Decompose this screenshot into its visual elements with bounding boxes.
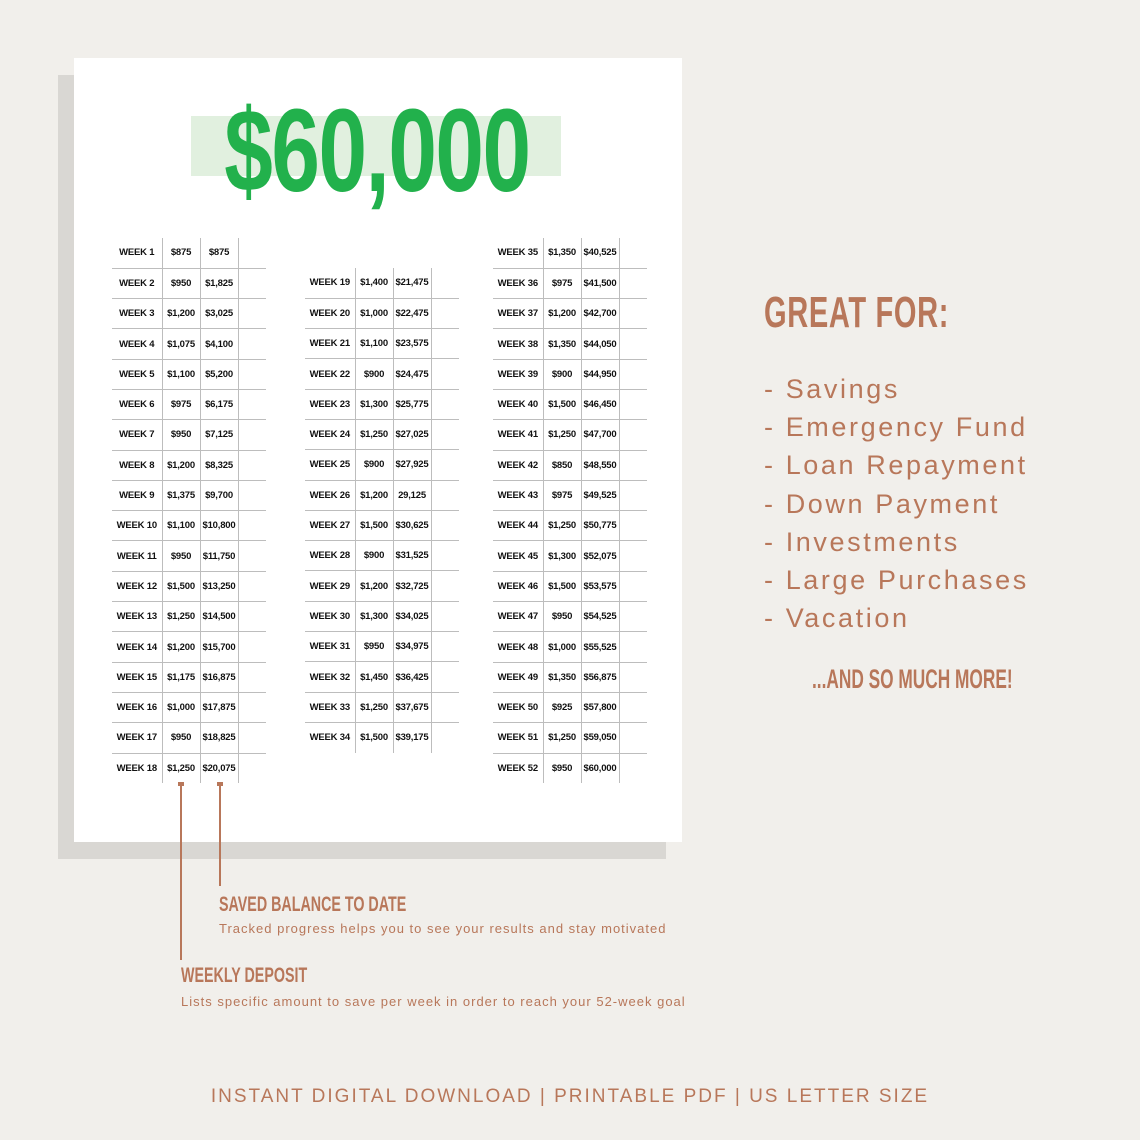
week-cell: WEEK 5 — [112, 359, 162, 389]
table-row — [112, 480, 266, 510]
week-cell: WEEK 18 — [112, 753, 162, 783]
blank-cell — [431, 601, 459, 631]
deposit-cell: $1,300 — [355, 389, 393, 419]
blank-cell — [238, 450, 266, 480]
deposit-cell: $975 — [543, 268, 581, 298]
deposit-cell: $900 — [355, 450, 393, 480]
balance-cell: $14,500 — [200, 602, 238, 632]
blank-cell — [619, 238, 647, 268]
balance-cell: $27,925 — [393, 450, 431, 480]
table-row — [305, 510, 459, 540]
week-cell: WEEK 27 — [305, 510, 355, 540]
deposit-cell: $1,250 — [162, 602, 200, 632]
balance-cell: $15,700 — [200, 632, 238, 662]
deposit-cell: $1,250 — [162, 753, 200, 783]
saved-balance-callout-title: SAVED BALANCE TO DATE — [219, 893, 407, 916]
week-cell: WEEK 36 — [493, 268, 543, 298]
table-row — [493, 450, 647, 480]
deposit-cell: $1,200 — [162, 299, 200, 329]
week-cell: WEEK 42 — [493, 450, 543, 480]
blank-cell — [431, 329, 459, 359]
balance-cell: $41,500 — [581, 268, 619, 298]
deposit-cell: $1,300 — [543, 541, 581, 571]
table-row — [493, 329, 647, 359]
blank-cell — [619, 511, 647, 541]
balance-cell: $34,025 — [393, 601, 431, 631]
deposit-cell: $950 — [162, 420, 200, 450]
deposit-cell: $1,100 — [162, 511, 200, 541]
table-row — [112, 420, 266, 450]
table-row — [493, 480, 647, 510]
table-row — [493, 511, 647, 541]
balance-cell: $57,800 — [581, 692, 619, 722]
list-item: - Down Payment — [764, 488, 1000, 519]
blank-cell — [431, 389, 459, 419]
deposit-cell: $1,500 — [355, 722, 393, 752]
balance-cell: $27,025 — [393, 419, 431, 449]
blank-cell — [431, 359, 459, 389]
table-row — [493, 602, 647, 632]
balance-cell: $4,100 — [200, 329, 238, 359]
printable-sheet — [74, 58, 682, 842]
table-row — [112, 329, 266, 359]
week-cell: WEEK 16 — [112, 692, 162, 722]
balance-cell: $20,075 — [200, 753, 238, 783]
blank-cell — [238, 480, 266, 510]
week-cell: WEEK 34 — [305, 722, 355, 752]
deposit-cell: $1,500 — [355, 510, 393, 540]
blank-cell — [431, 571, 459, 601]
table-row — [112, 662, 266, 692]
table-row — [305, 268, 459, 298]
blank-cell — [431, 510, 459, 540]
blank-cell — [619, 480, 647, 510]
blank-cell — [431, 419, 459, 449]
week-cell: WEEK 31 — [305, 632, 355, 662]
deposit-cell: $1,000 — [355, 298, 393, 328]
savings-table-weeks-1-18 — [112, 238, 266, 783]
table-row — [112, 632, 266, 662]
balance-cell: $17,875 — [200, 692, 238, 722]
deposit-leader-line — [180, 782, 182, 960]
deposit-cell: $1,300 — [355, 601, 393, 631]
balance-cell: $44,950 — [581, 359, 619, 389]
balance-leader-line — [219, 782, 221, 886]
table-row — [493, 238, 647, 268]
deposit-cell: $1,500 — [162, 571, 200, 601]
table-row — [305, 722, 459, 752]
balance-cell: $46,450 — [581, 389, 619, 419]
blank-cell — [619, 571, 647, 601]
deposit-cell: $875 — [162, 238, 200, 268]
table-row — [493, 571, 647, 601]
table-row — [493, 299, 647, 329]
deposit-cell: $950 — [162, 541, 200, 571]
week-cell: WEEK 20 — [305, 298, 355, 328]
blank-cell — [238, 389, 266, 419]
balance-cell: $60,000 — [581, 753, 619, 783]
blank-cell — [619, 359, 647, 389]
deposit-cell: $1,250 — [543, 511, 581, 541]
week-cell: WEEK 52 — [493, 753, 543, 783]
balance-cell: $3,025 — [200, 299, 238, 329]
week-cell: WEEK 4 — [112, 329, 162, 359]
table-row — [112, 238, 266, 268]
balance-cell: $56,875 — [581, 662, 619, 692]
table-row — [112, 268, 266, 298]
table-row — [305, 571, 459, 601]
week-cell: WEEK 7 — [112, 420, 162, 450]
deposit-cell: $1,250 — [355, 419, 393, 449]
balance-cell: $7,125 — [200, 420, 238, 450]
balance-cell: $40,525 — [581, 238, 619, 268]
week-cell: WEEK 19 — [305, 268, 355, 298]
deposit-cell: $1,350 — [543, 329, 581, 359]
table-row — [305, 541, 459, 571]
week-cell: WEEK 46 — [493, 571, 543, 601]
deposit-cell: $950 — [162, 268, 200, 298]
list-item: - Savings — [764, 374, 900, 404]
table-row — [493, 662, 647, 692]
blank-cell — [431, 632, 459, 662]
deposit-cell: $975 — [162, 389, 200, 419]
blank-cell — [238, 299, 266, 329]
blank-cell — [431, 480, 459, 510]
footer-caption: INSTANT DIGITAL DOWNLOAD | PRINTABLE PDF | US LETTER SIZE — [210, 1086, 930, 1107]
deposit-cell: $1,250 — [355, 692, 393, 722]
balance-cell: $21,475 — [393, 268, 431, 298]
blank-cell — [619, 662, 647, 692]
deposit-cell: $1,000 — [162, 692, 200, 722]
balance-cell: $24,475 — [393, 359, 431, 389]
blank-cell — [619, 602, 647, 632]
week-cell: WEEK 12 — [112, 571, 162, 601]
blank-cell — [619, 632, 647, 662]
blank-cell — [238, 602, 266, 632]
blank-cell — [431, 722, 459, 752]
week-cell: WEEK 33 — [305, 692, 355, 722]
deposit-cell: $1,500 — [543, 571, 581, 601]
balance-cell: $23,575 — [393, 329, 431, 359]
balance-cell: $55,525 — [581, 632, 619, 662]
blank-cell — [619, 723, 647, 753]
deposit-cell: $1,250 — [543, 723, 581, 753]
week-cell: WEEK 13 — [112, 602, 162, 632]
deposit-cell: $850 — [543, 450, 581, 480]
table-row — [493, 268, 647, 298]
deposit-cell: $1,200 — [543, 299, 581, 329]
balance-cell: $36,425 — [393, 662, 431, 692]
list-item: - Loan Repayment — [764, 450, 1028, 481]
deposit-cell: $1,200 — [355, 571, 393, 601]
table-row — [112, 723, 266, 753]
deposit-cell: $1,175 — [162, 662, 200, 692]
balance-cell: $10,800 — [200, 511, 238, 541]
balance-cell: $47,700 — [581, 420, 619, 450]
table-row — [112, 299, 266, 329]
blank-cell — [238, 753, 266, 783]
blank-cell — [238, 571, 266, 601]
week-cell: WEEK 41 — [493, 420, 543, 450]
balance-cell: $37,675 — [393, 692, 431, 722]
table-row — [305, 480, 459, 510]
balance-cell: $875 — [200, 238, 238, 268]
blank-cell — [238, 723, 266, 753]
week-cell: WEEK 44 — [493, 511, 543, 541]
page-title: $60,000 — [224, 85, 530, 217]
blank-cell — [238, 541, 266, 571]
week-cell: WEEK 50 — [493, 692, 543, 722]
week-cell: WEEK 15 — [112, 662, 162, 692]
table-row — [305, 632, 459, 662]
blank-cell — [238, 329, 266, 359]
deposit-cell: $1,350 — [543, 662, 581, 692]
weekly-deposit-callout-title: WEEKLY DEPOSIT — [181, 964, 308, 987]
saved-balance-callout-desc: Tracked progress helps you to see your results and stay motivated — [219, 921, 667, 936]
week-cell: WEEK 3 — [112, 299, 162, 329]
balance-cell: $30,625 — [393, 510, 431, 540]
week-cell: WEEK 21 — [305, 329, 355, 359]
balance-cell: $1,825 — [200, 268, 238, 298]
deposit-cell: $900 — [355, 541, 393, 571]
week-cell: WEEK 9 — [112, 480, 162, 510]
deposit-cell: $900 — [543, 359, 581, 389]
table-row — [112, 753, 266, 783]
week-cell: WEEK 40 — [493, 389, 543, 419]
deposit-cell: $1,100 — [355, 329, 393, 359]
blank-cell — [238, 268, 266, 298]
week-cell: WEEK 45 — [493, 541, 543, 571]
week-cell: WEEK 38 — [493, 329, 543, 359]
week-cell: WEEK 48 — [493, 632, 543, 662]
blank-cell — [238, 359, 266, 389]
table-row — [305, 450, 459, 480]
week-cell: WEEK 49 — [493, 662, 543, 692]
table-row — [493, 389, 647, 419]
blank-cell — [619, 753, 647, 783]
deposit-cell: $975 — [543, 480, 581, 510]
blank-cell — [431, 298, 459, 328]
deposit-cell: $1,200 — [162, 450, 200, 480]
balance-cell: $22,475 — [393, 298, 431, 328]
week-cell: WEEK 28 — [305, 541, 355, 571]
table-row — [112, 511, 266, 541]
list-item: - Vacation — [764, 603, 910, 634]
deposit-cell: $900 — [355, 359, 393, 389]
balance-cell: $11,750 — [200, 541, 238, 571]
week-cell: WEEK 39 — [493, 359, 543, 389]
deposit-cell: $950 — [543, 602, 581, 632]
table-row — [112, 541, 266, 571]
deposit-cell: $1,200 — [162, 632, 200, 662]
balance-cell: $8,325 — [200, 450, 238, 480]
deposit-cell: $1,450 — [355, 662, 393, 692]
week-cell: WEEK 23 — [305, 389, 355, 419]
list-item: - Emergency Fund — [764, 412, 1028, 443]
week-cell: WEEK 25 — [305, 450, 355, 480]
deposit-cell: $1,500 — [543, 389, 581, 419]
blank-cell — [619, 541, 647, 571]
week-cell: WEEK 14 — [112, 632, 162, 662]
deposit-cell: $950 — [543, 753, 581, 783]
balance-cell: $59,050 — [581, 723, 619, 753]
balance-cell: $53,575 — [581, 571, 619, 601]
balance-cell: $16,875 — [200, 662, 238, 692]
table-row — [305, 419, 459, 449]
blank-cell — [619, 299, 647, 329]
table-row — [493, 632, 647, 662]
list-item: - Investments — [764, 526, 960, 557]
balance-cell: $52,075 — [581, 541, 619, 571]
table-row — [493, 723, 647, 753]
table-row — [305, 298, 459, 328]
blank-cell — [431, 692, 459, 722]
blank-cell — [619, 329, 647, 359]
blank-cell — [431, 268, 459, 298]
balance-cell: $25,775 — [393, 389, 431, 419]
table-row — [305, 389, 459, 419]
week-cell: WEEK 47 — [493, 602, 543, 632]
blank-cell — [619, 420, 647, 450]
week-cell: WEEK 24 — [305, 419, 355, 449]
table-row — [493, 753, 647, 783]
balance-cell: $31,525 — [393, 541, 431, 571]
table-row — [112, 450, 266, 480]
table-row — [112, 602, 266, 632]
blank-cell — [238, 692, 266, 722]
list-item: - Large Purchases — [764, 565, 1029, 596]
deposit-cell: $1,375 — [162, 480, 200, 510]
table-row — [112, 571, 266, 601]
week-cell: WEEK 26 — [305, 480, 355, 510]
table-row — [112, 389, 266, 419]
balance-cell: $32,725 — [393, 571, 431, 601]
blank-cell — [238, 238, 266, 268]
week-cell: WEEK 22 — [305, 359, 355, 389]
blank-cell — [431, 541, 459, 571]
blank-cell — [619, 450, 647, 480]
week-cell: WEEK 8 — [112, 450, 162, 480]
week-cell: WEEK 17 — [112, 723, 162, 753]
blank-cell — [431, 450, 459, 480]
balance-cell: $9,700 — [200, 480, 238, 510]
week-cell: WEEK 10 — [112, 511, 162, 541]
blank-cell — [619, 389, 647, 419]
balance-cell: $5,200 — [200, 359, 238, 389]
table-row — [493, 359, 647, 389]
week-cell: WEEK 29 — [305, 571, 355, 601]
and-so-much-more-text: ...AND SO MUCH MORE! — [812, 664, 1013, 694]
deposit-cell: $1,250 — [543, 420, 581, 450]
table-row — [305, 601, 459, 631]
balance-cell: $44,050 — [581, 329, 619, 359]
table-row — [305, 359, 459, 389]
balance-cell: $42,700 — [581, 299, 619, 329]
week-cell: WEEK 35 — [493, 238, 543, 268]
week-cell: WEEK 1 — [112, 238, 162, 268]
blank-cell — [238, 632, 266, 662]
table-row — [305, 692, 459, 722]
balance-cell: $18,825 — [200, 723, 238, 753]
week-cell: WEEK 51 — [493, 723, 543, 753]
blank-cell — [619, 692, 647, 722]
deposit-cell: $950 — [355, 632, 393, 662]
balance-cell: $50,775 — [581, 511, 619, 541]
great-for-list — [764, 370, 1029, 637]
balance-cell: $54,525 — [581, 602, 619, 632]
table-row — [112, 692, 266, 722]
week-cell: WEEK 11 — [112, 541, 162, 571]
balance-cell: $34,975 — [393, 632, 431, 662]
deposit-cell: $925 — [543, 692, 581, 722]
table-row — [305, 662, 459, 692]
savings-table-weeks-19-34 — [305, 268, 459, 753]
deposit-cell: $1,200 — [355, 480, 393, 510]
deposit-cell: $1,000 — [543, 632, 581, 662]
deposit-cell: $1,075 — [162, 329, 200, 359]
week-cell: WEEK 2 — [112, 268, 162, 298]
week-cell: WEEK 43 — [493, 480, 543, 510]
balance-cell: $48,550 — [581, 450, 619, 480]
week-cell: WEEK 6 — [112, 389, 162, 419]
week-cell: WEEK 37 — [493, 299, 543, 329]
weekly-deposit-callout-desc: Lists specific amount to save per week in order to reach your 52-week goal — [181, 994, 686, 1009]
blank-cell — [238, 420, 266, 450]
great-for-heading: GREAT FOR: — [764, 288, 950, 337]
week-cell: WEEK 30 — [305, 601, 355, 631]
table-row — [112, 359, 266, 389]
balance-cell: 29,125 — [393, 480, 431, 510]
blank-cell — [238, 662, 266, 692]
week-cell: WEEK 32 — [305, 662, 355, 692]
blank-cell — [238, 511, 266, 541]
table-row — [493, 420, 647, 450]
table-row — [305, 329, 459, 359]
blank-cell — [619, 268, 647, 298]
balance-cell: $49,525 — [581, 480, 619, 510]
balance-cell: $6,175 — [200, 389, 238, 419]
deposit-cell: $950 — [162, 723, 200, 753]
savings-table-weeks-35-52 — [493, 238, 647, 783]
deposit-cell: $1,100 — [162, 359, 200, 389]
table-row — [493, 541, 647, 571]
table-row — [493, 692, 647, 722]
balance-cell: $39,175 — [393, 722, 431, 752]
balance-cell: $13,250 — [200, 571, 238, 601]
blank-cell — [431, 662, 459, 692]
deposit-cell: $1,350 — [543, 238, 581, 268]
deposit-cell: $1,400 — [355, 268, 393, 298]
